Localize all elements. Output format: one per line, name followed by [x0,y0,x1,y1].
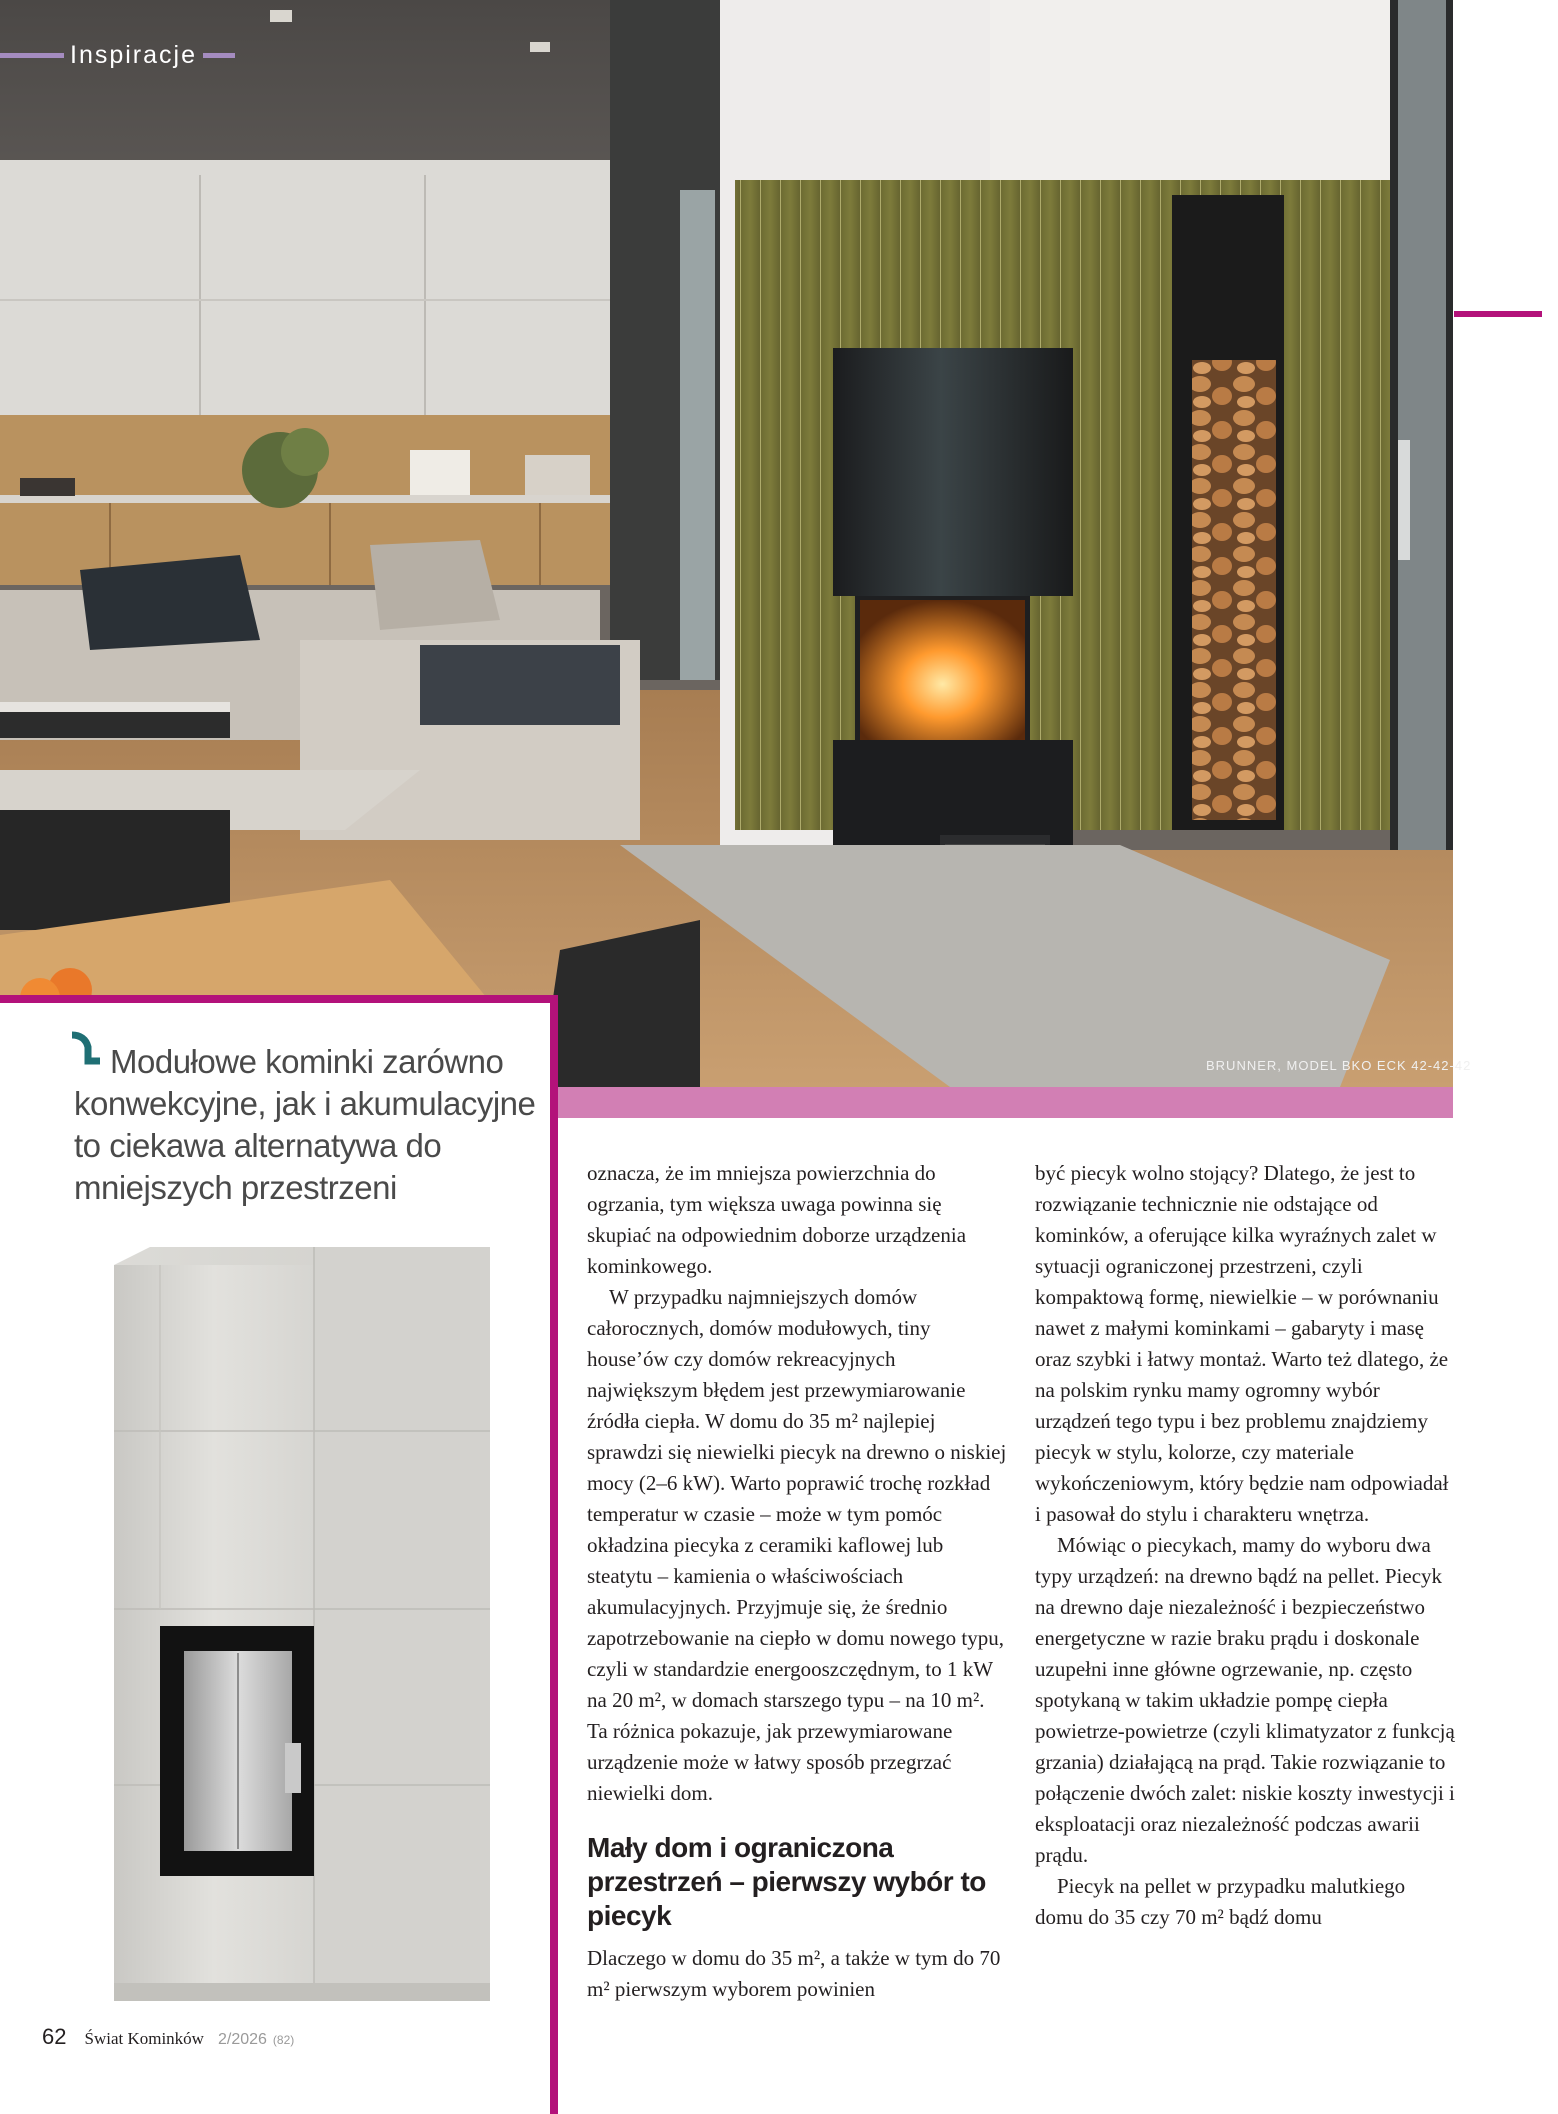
pull-quote-text: Modułowe kominki zarówno konwekcyjne, jak i akumulacyjne to ciekawa alternatywa do mniejszych przestrzeni [74,1043,536,1206]
col2-paragraph-1: być piecyk wolno stojący? Dlatego, że jest to rozwiązanie technicznie nie odstające od kominków, a oferujące kilka wyraźnych zalet w sytuacji ograniczonej przestrzeni, czyli kompaktową formę, niewielkie – w porównaniu nawet z małymi kominkami – gabaryty i masę oraz szybki i łatwy montaż. Warto też dlatego, że na polskim rynku mamy ogromny wybór urządzeń tego typu i bez problemu znajdziemy piecyk w stylu, kolorze, czy materiale wykończeniowym, który będzie nam odpowiadał i pasował do stylu i charakteru wnętrza. [1035,1161,1449,1526]
pink-band [558,1087,1453,1118]
col1-paragraph-3: Dlaczego w domu do 35 m², a także w tym do 70 m² pierwszym wyborem powinien [587,1946,1001,2001]
issue-label: 2/2026 [217,2031,267,2048]
pull-quote-box [0,995,558,2114]
page-number: 62 [42,2024,67,2049]
col2-paragraph-2: Mówiąc o piecykach, mamy do wyboru dwa typy urządzeń: na drewno bądź na pellet. Piecyk na drewno daje niezależność i bezpieczeństwo energetyczne w razie braku prądu i doskonale uzupełni inne główne ogrzewanie, np. często spotykaną w takim układzie pompę ciepła powietrze-powietrze (czyli klimatyzator z funkcją grzania) działającą na prąd. Takie rozwiązanie to połączenie dwóch zalet: niskie koszty inwestycji i eksploatacji oraz niezależność podczas awarii prądu. [1035,1533,1455,1867]
hero-photo [0,0,1453,1087]
section-label-bar-left [0,53,64,58]
page-footer [26,2024,294,2050]
section-label-text: Inspiracje [70,40,197,69]
section-heading: Mały dom i ograniczona przestrzeń – pierwszy wybór to piecyk [587,1832,986,1931]
col1-paragraph-1: oznacza, że im mniejsza powierzchnia do ogrzania, tym większa uwaga powinna się skupiać na odpowiednim doborze urządzenia kominkowego. [587,1161,967,1278]
section-label-bar-right [203,53,235,58]
magazine-name: Świat Kominków [84,2029,204,2048]
issue-number: (82) [272,2033,295,2047]
right-accent-bar [1454,311,1542,317]
col1-paragraph-2: W przypadku najmniejszych domów całorocznych, domów modułowych, tiny house’ów czy domów rekreacyjnych największym błędem jest przewymiarowanie źródła ciepła. W domu do 35 m² najlepiej sprawdzi się niewielki piecyk na drewno o niskiej mocy (2–6 kW). Warto poprawić trochę rozkład temperatur w czasie – może w tym pomóc okładzina piecyka z ceramiki kaflowej lub steatytu – kamienia o właściwościach akumulacyjnych. Przyjmuje się, że średnio zapotrzebowanie na ciepło w domu nowego typu, czyli w standardzie energooszczędnym, to 1 kW na 20 m², w domach starszego typu – na 10 m². Ta różnica pokazuje, jak przewymiarowane urządzenie może w łatwy sposób przegrzać niewielki dom. [587,1285,1007,1805]
text-column-2 [1035,1158,1455,1933]
living-room-illustration [0,0,1453,1087]
photo-credit: BRUNNER, MODEL BKO ECK 42-42-42 [1206,1058,1472,1073]
stove-product-image [110,1243,490,2003]
col2-paragraph-3: Piecyk na pellet w przypadku malutkiego domu do 35 czy 70 m² bądź domu [1035,1874,1406,1929]
text-column-1 [587,1158,1007,2005]
section-label [0,40,235,70]
